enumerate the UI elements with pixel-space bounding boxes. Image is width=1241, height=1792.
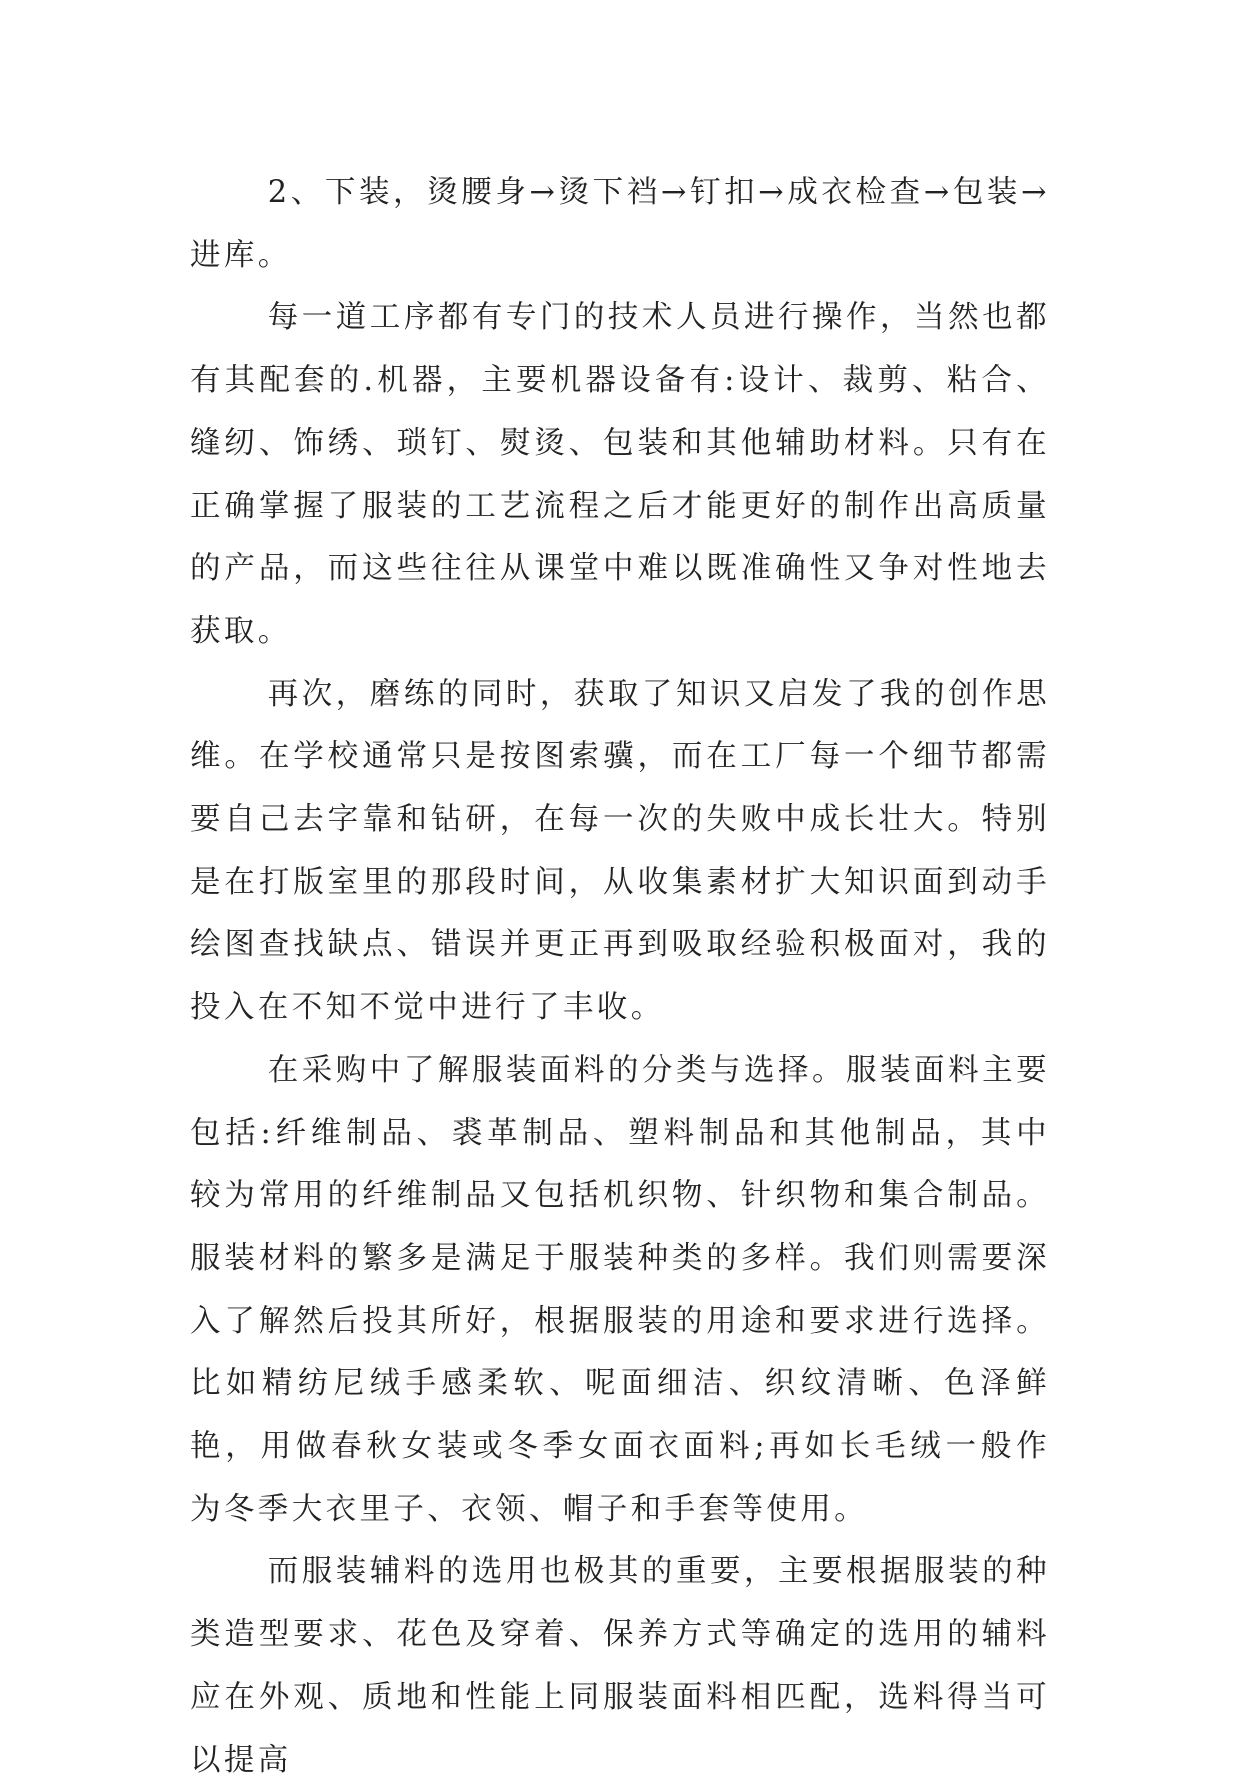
paragraph-lower-garment-process: 2、下装，烫腰身→烫下裆→钉扣→成衣检查→包装→进库。 bbox=[190, 175, 1050, 273]
paragraph-creative-thinking: 再次，磨练的同时，获取了知识又启发了我的创作思维。在学校通常只是按图索骥，而在工厂每一个细节都需要自己去字靠和钻研，在每一次的失败中成长壮大。特别是在打版室里的那段时间，从收集素材扩大知识面到动手绘图查找缺点、错误并更正再到吸取经验积极面对，我的投入在不知不觉中进行了丰收。 bbox=[190, 676, 1050, 1026]
paragraph-fabric-classification: 在采购中了解服装面料的分类与选择。服装面料主要包括:纤维制品、裘革制品、塑料制品和其他制品，其中较为常用的纤维制品又包括机织物、针织物和集合制品。服装材料的繁多是满足于服装种类的多样。我们则需要深入了解然后投其所好，根据服装的用途和要求进行选择。比如精纺尼绒手感柔软、呢面细洁、织纹清晰、色泽鲜艳，用做春秋女装或冬季女面衣面料;再如长毛绒一般作为冬季大衣里子、衣领、帽子和手套等使用。 bbox=[190, 1052, 1050, 1527]
paragraph-process-machinery: 每一道工序都有专门的技术人员进行操作，当然也都有其配套的.机器，主要机器设备有:设计、裁剪、粘合、缝纫、饰绣、琐钉、熨烫、包装和其他辅助材料。只有在正确掌握了服装的工艺流程之后才能更好的制作出高质量的产品，而这些往往从课堂中难以既准确性又争对性地去获取。 bbox=[190, 300, 1050, 649]
paragraph-accessory-selection: 而服装辅料的选用也极其的重要，主要根据服装的种类造型要求、花色及穿着、保养方式等确定的选用的辅料应在外观、质地和性能上同服装面料相匹配，选料得当可以提高 bbox=[190, 1554, 1050, 1778]
document-body bbox=[190, 162, 1050, 1792]
